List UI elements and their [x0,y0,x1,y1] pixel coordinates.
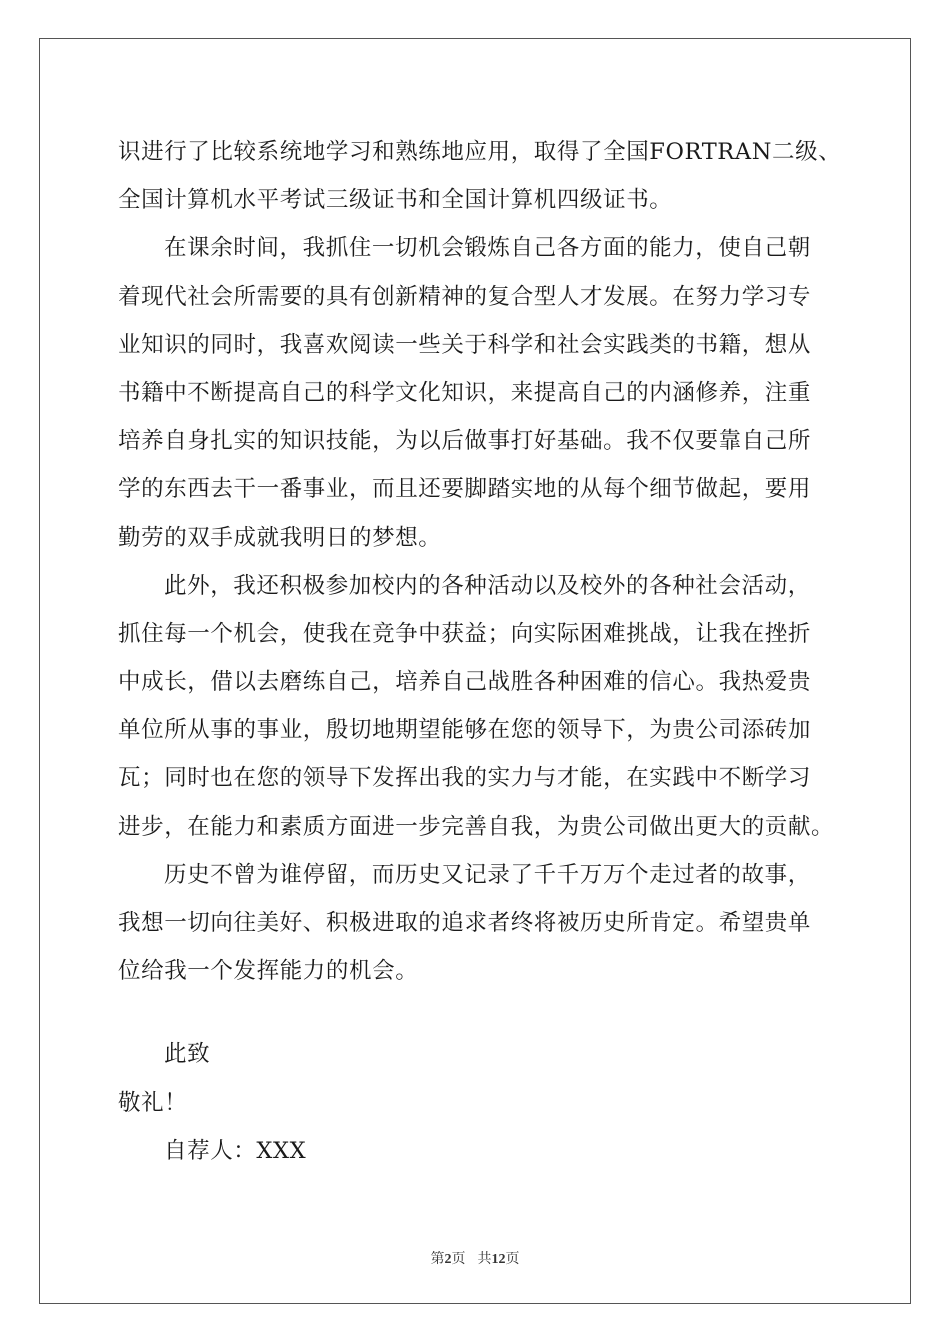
page-footer [0,1248,950,1268]
text-line: 中成长，借以去磨练自己，培养自己战胜各种困难的信心。我热爱贵 [118,669,812,696]
text-line: 全国计算机水平考试三级证书和全国计算机四级证书。 [118,187,673,214]
page-number: 2 [444,1252,452,1267]
text-line: 书籍中不断提高自己的科学文化知识，来提高自己的内涵修养，注重 [118,379,812,406]
text-line: 抓住每一个机会，使我在竞争中获益；向实际困难挑战，让我在挫折 [118,620,812,647]
text-line: 业知识的同时，我喜欢阅读一些关于科学和社会实践类的书籍，想从 [118,331,812,358]
text-line: 位给我一个发挥能力的机会。 [118,958,419,985]
text-line: 瓦；同时也在您的领导下发挥出我的实力与才能，在实践中不断学习 [118,765,812,792]
text-line: 单位所从事的事业，殷切地期望能够在您的领导下，为贵公司添砖加 [118,717,812,744]
salutation: 此致 [164,1041,211,1067]
signature: 自荐人：XXX [164,1138,307,1164]
paragraph-start-line: 历史不曾为谁停留，而历史又记录了千千万万个走过者的故事， [164,861,811,888]
page-suffix: 页 [451,1252,466,1267]
text-line: 学的东西去干一番事业，而且还要脚踏实地的从每个细节做起，要用 [118,476,812,503]
text-line: 进步，在能力和素质方面进一步完善自我，为贵公司做出更大的贡献。 [118,813,835,840]
text-line: 我想一切向往美好、积极进取的追求者终将被历史所肯定。希望贵单 [118,910,812,936]
total-prefix: 共 [477,1252,492,1267]
regards: 敬礼！ [118,1089,188,1116]
text-line: 培养自身扎实的知识技能，为以后做事打好基础。我不仅要靠自己所 [118,428,812,455]
closing-block [118,1030,718,1176]
paragraph-start-line: 此外，我还积极参加校内的各种活动以及校外的各种社会活动， [164,572,811,599]
paragraph-start-line: 在课余时间，我抓住一切机会锻炼自己各方面的能力，使自己朝 [164,235,811,262]
letter-body [118,128,858,995]
page-prefix: 第 [430,1252,445,1267]
text-line: 勤劳的双手成就我明日的梦想。 [118,524,442,551]
total-pages: 12 [491,1252,506,1267]
text-line: 着现代社会所需要的具有创新精神的复合型人才发展。在努力学习专 [118,283,812,310]
total-suffix: 页 [505,1252,520,1267]
text-line: 识进行了比较系统地学习和熟练地应用，取得了全国FORTRAN二级、 [118,139,842,165]
